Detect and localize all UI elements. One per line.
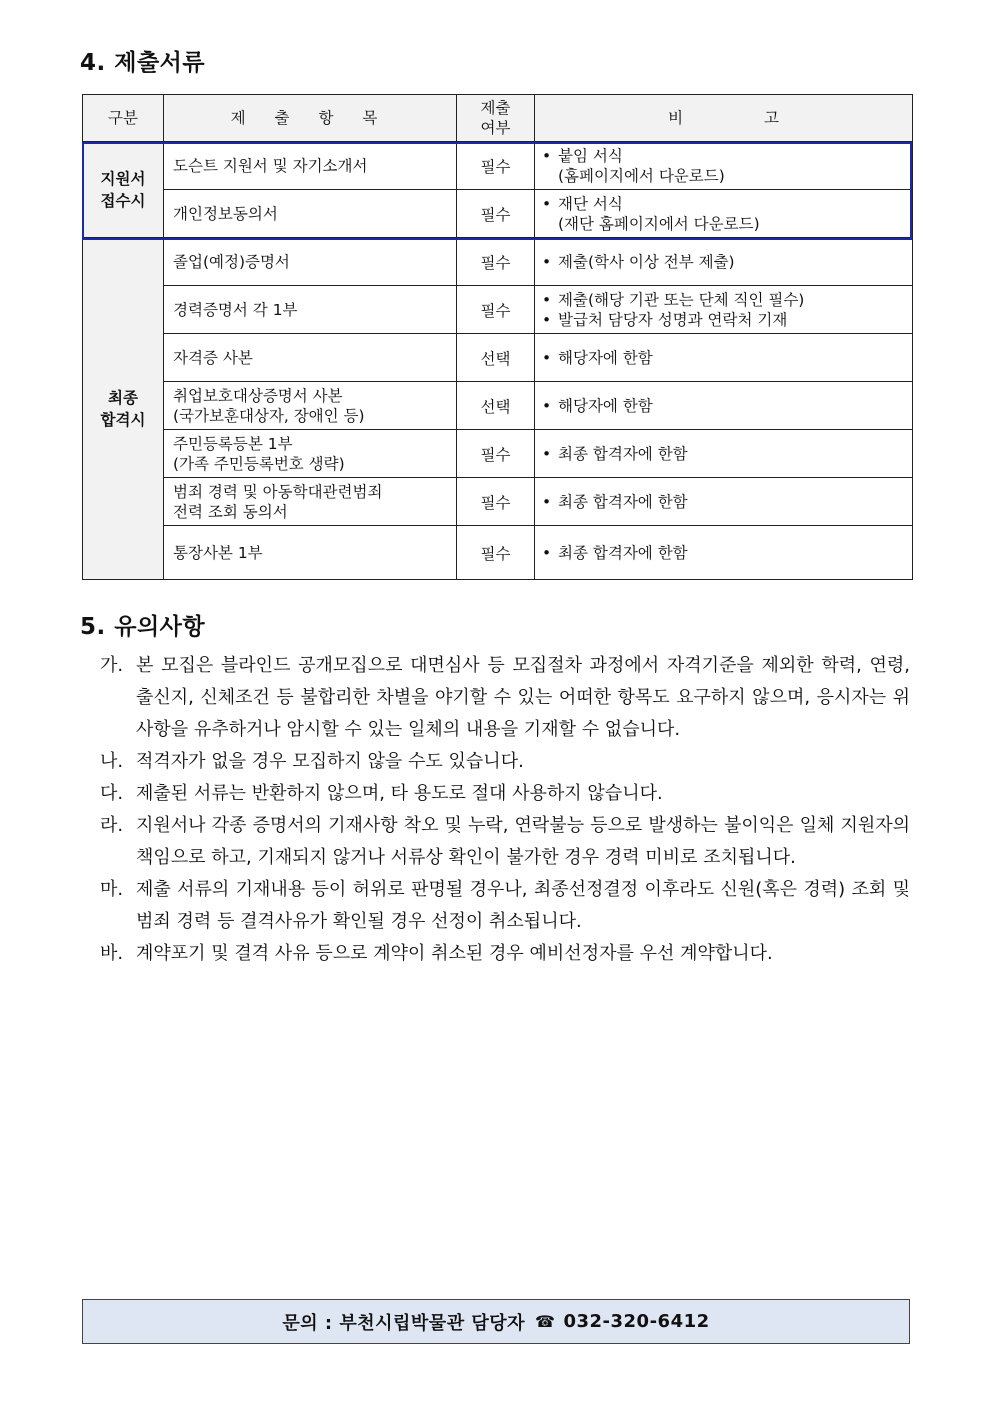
item-text: 통장사본 1부 [173,543,263,562]
item-subtext: (가족 주민등록번호 생략) [173,454,345,473]
table-row [83,478,913,526]
item-cell: 개인정보동의서 [164,190,457,238]
table-row [83,286,913,334]
item-cell [164,526,457,580]
table-header-row [83,95,913,142]
contact-footer [82,1299,910,1344]
note-text: 최종 합격자에 한함 [558,543,688,562]
item-text: 졸업(예정)증명서 [173,252,290,271]
category-label-line1: 최종 [108,388,138,407]
bullet-icon: • [542,146,552,165]
table-row [83,334,913,382]
table-row [83,526,913,580]
item-subtext: 전력 조회 동의서 [173,502,288,521]
item-cell [164,286,457,334]
contact-phone: 032-320-6412 [563,1311,710,1332]
header-required [457,95,535,142]
item-cell [164,382,457,430]
bullet-icon: • [542,396,552,415]
note-cell [535,238,913,286]
notice-label: 라. [100,815,124,836]
note-text: 해당자에 한함 [558,396,653,415]
bullet-icon: • [542,310,552,329]
note-text: 붙임 서식 [558,146,623,165]
section-4-title: 4. 제출서류 [80,50,206,76]
table-row [83,382,913,430]
notice-list [100,650,910,970]
note-text: 재단 서식 [558,194,623,213]
bullet-icon: • [542,543,552,562]
note-cell [535,334,913,382]
required-cell: 필수 [457,526,535,580]
notice-item [100,810,910,874]
category-label-line2: 합격시 [100,410,146,429]
notice-text: 계약포기 및 결격 사유 등으로 계약이 취소된 경우 예비선정자를 우선 계약합니다. [136,943,773,964]
item-text: 취업보호대상증명서 사본 [173,386,343,405]
notice-text: 제출 서류의 기재내용 등이 허위로 판명될 경우나, 최종선정결정 이후라도 신원(혹은 경력) 조회 및 범죄 경력 등 결격사유가 확인될 경우 선정이 취소됩니다. [136,879,910,932]
required-cell: 필수 [457,190,535,238]
note-cell [535,190,913,238]
notice-text: 제출된 서류는 반환하지 않으며, 타 용도로 절대 사용하지 않습니다. [136,783,663,804]
item-text: 주민등록등본 1부 [173,434,293,453]
documents-table [82,94,913,580]
notice-label: 다. [100,783,124,804]
required-cell: 선택 [457,382,535,430]
header-required-line1: 제출 [480,99,511,117]
note-cell [535,430,913,478]
notice-text: 본 모집은 블라인드 공개모집으로 대면심사 등 모집절차 과정에서 자격기준을 제외한 학력, 연령, 출신지, 신체조건 등 불합리한 차별을 야기할 수 있는 어떠한 항목도 요구하지 않으며, 응시자는 위 사항을 유추하거나 암시할 수 있는 일체의 내용을 기재할 수 없습니다. [136,655,910,740]
header-required-line2: 여부 [480,119,511,137]
required-cell: 필수 [457,142,535,190]
table-row [83,142,913,190]
required-cell: 선택 [457,334,535,382]
item-cell [164,430,457,478]
notice-item [100,874,910,938]
notice-text: 적격자가 없을 경우 모집하지 않을 수도 있습니다. [136,751,524,772]
note-cell [535,382,913,430]
notice-label: 바. [100,943,124,964]
note-text: (홈페이지에서 다운로드) [558,166,725,185]
note-cell [535,142,913,190]
item-text: 자격증 사본 [173,348,253,367]
item-cell [164,238,457,286]
required-cell: 필수 [457,286,535,334]
section-5-title: 5. 유의사항 [80,614,206,640]
header-note: 비 고 [535,95,913,142]
note-text: 제출(학사 이상 전부 제출) [558,252,735,271]
category-application [83,142,164,238]
note-text: (재단 홈페이지에서 다운로드) [558,214,760,233]
notice-label: 마. [100,879,124,900]
note-text: 발급처 담당자 성명과 연락처 기재 [558,310,788,329]
notice-item [100,746,910,778]
table-row [83,430,913,478]
required-cell: 필수 [457,430,535,478]
item-text: 범죄 경력 및 아동학대관련범죄 [173,482,383,501]
bullet-icon: • [542,252,552,271]
category-label-line2: 접수시 [100,191,146,210]
required-cell: 필수 [457,478,535,526]
contact-label: 문의 : 부천시립박물관 담당자 [282,1312,526,1334]
item-text: 경력증명서 각 1부 [173,300,298,319]
table-row [83,190,913,238]
item-cell: 도슨트 지원서 및 자기소개서 [164,142,457,190]
bullet-icon: • [542,290,552,309]
phone-icon: ☎ [535,1312,556,1331]
note-cell [535,286,913,334]
notice-label: 나. [100,751,124,772]
item-subtext: (국가보훈대상자, 장애인 등) [173,406,365,425]
required-cell: 필수 [457,238,535,286]
notice-item [100,778,910,810]
notice-item [100,938,910,970]
bullet-icon: • [542,194,552,213]
note-cell [535,478,913,526]
header-item: 제 출 항 목 [164,95,457,142]
notice-text: 지원서나 각종 증명서의 기재사항 착오 및 누락, 연락불능 등으로 발생하는 불이익은 일체 지원자의 책임으로 하고, 기재되지 않거나 서류상 확인이 불가한 경우 경력 미비로 조치됩니다. [136,815,910,868]
bullet-icon: • [542,492,552,511]
bullet-icon: • [542,444,552,463]
item-cell [164,334,457,382]
category-label-line1: 지원서 [100,169,146,188]
notice-label: 가. [100,655,124,676]
table-row [83,238,913,286]
category-final-pass [83,238,164,580]
item-cell [164,478,457,526]
note-text: 해당자에 한함 [558,348,653,367]
notice-item [100,650,910,746]
note-text: 제출(해당 기관 또는 단체 직인 필수) [558,290,805,309]
note-text: 최종 합격자에 한함 [558,492,688,511]
note-cell [535,526,913,580]
note-text: 최종 합격자에 한함 [558,444,688,463]
header-category: 구분 [83,95,164,142]
bullet-icon: • [542,348,552,367]
